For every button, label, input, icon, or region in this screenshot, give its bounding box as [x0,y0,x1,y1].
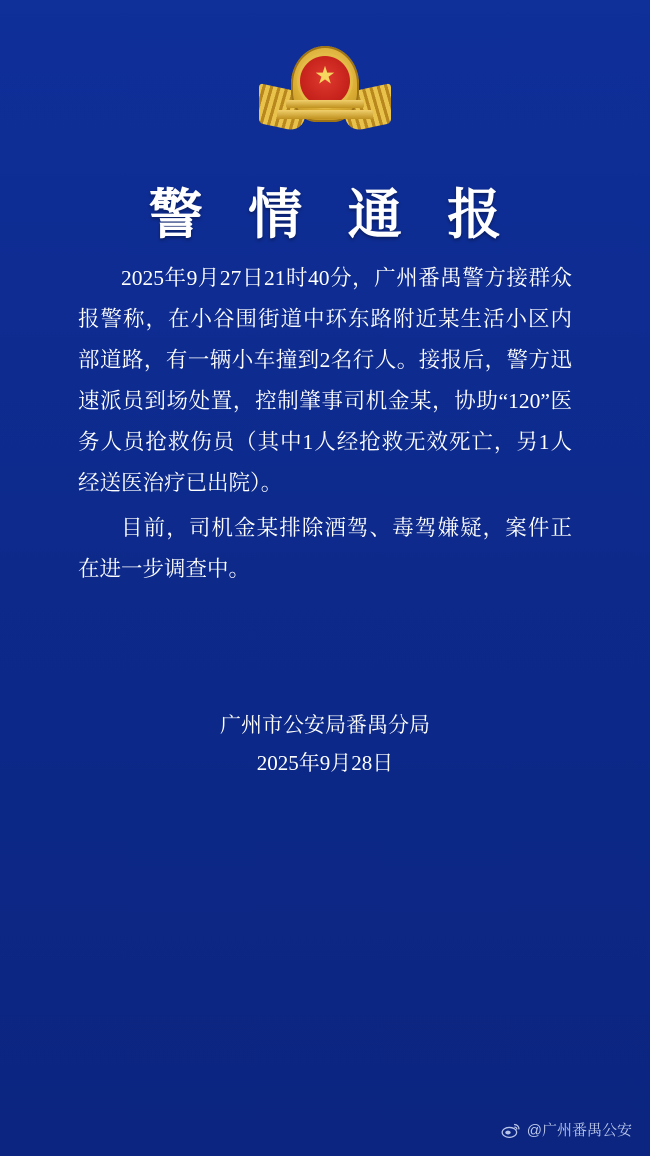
signature-block [0,706,650,782]
emblem-bar-lower [277,110,373,119]
emblem-core [291,46,359,122]
watermark-footer [501,1119,632,1140]
emblem-bar-upper [286,100,364,108]
emblem-star-icon: ★ [315,65,335,87]
notice-paragraph-2: 目前，司机金某排除酒驾、毒驾嫌疑，案件正在进一步调查中。 [78,516,572,581]
notice-paragraph-1: 2025年9月27日21时40分，广州番禺警方接群众报警称，在小谷围街道中环东路附近某生活小区内部道路，有一辆小车撞到2名行人。接报后，警方迅速派员到场处置，控制肇事司机金某，协助“120”医务人员抢救伤员（其中1人经抢救无效死亡，另1人经送医治疗已出院）。 [78,266,572,495]
signature-issuer: 广州市公安局番禺分局 [220,713,430,737]
emblem-container [0,44,650,156]
page-title: 警 情 通 报 [148,185,518,245]
police-emblem-icon [259,44,391,156]
notice-body [78,258,572,594]
weibo-account-label: @广州番禺公安 [526,1122,632,1139]
signature-date: 2025年9月28日 [256,751,394,775]
weibo-icon [501,1122,521,1138]
